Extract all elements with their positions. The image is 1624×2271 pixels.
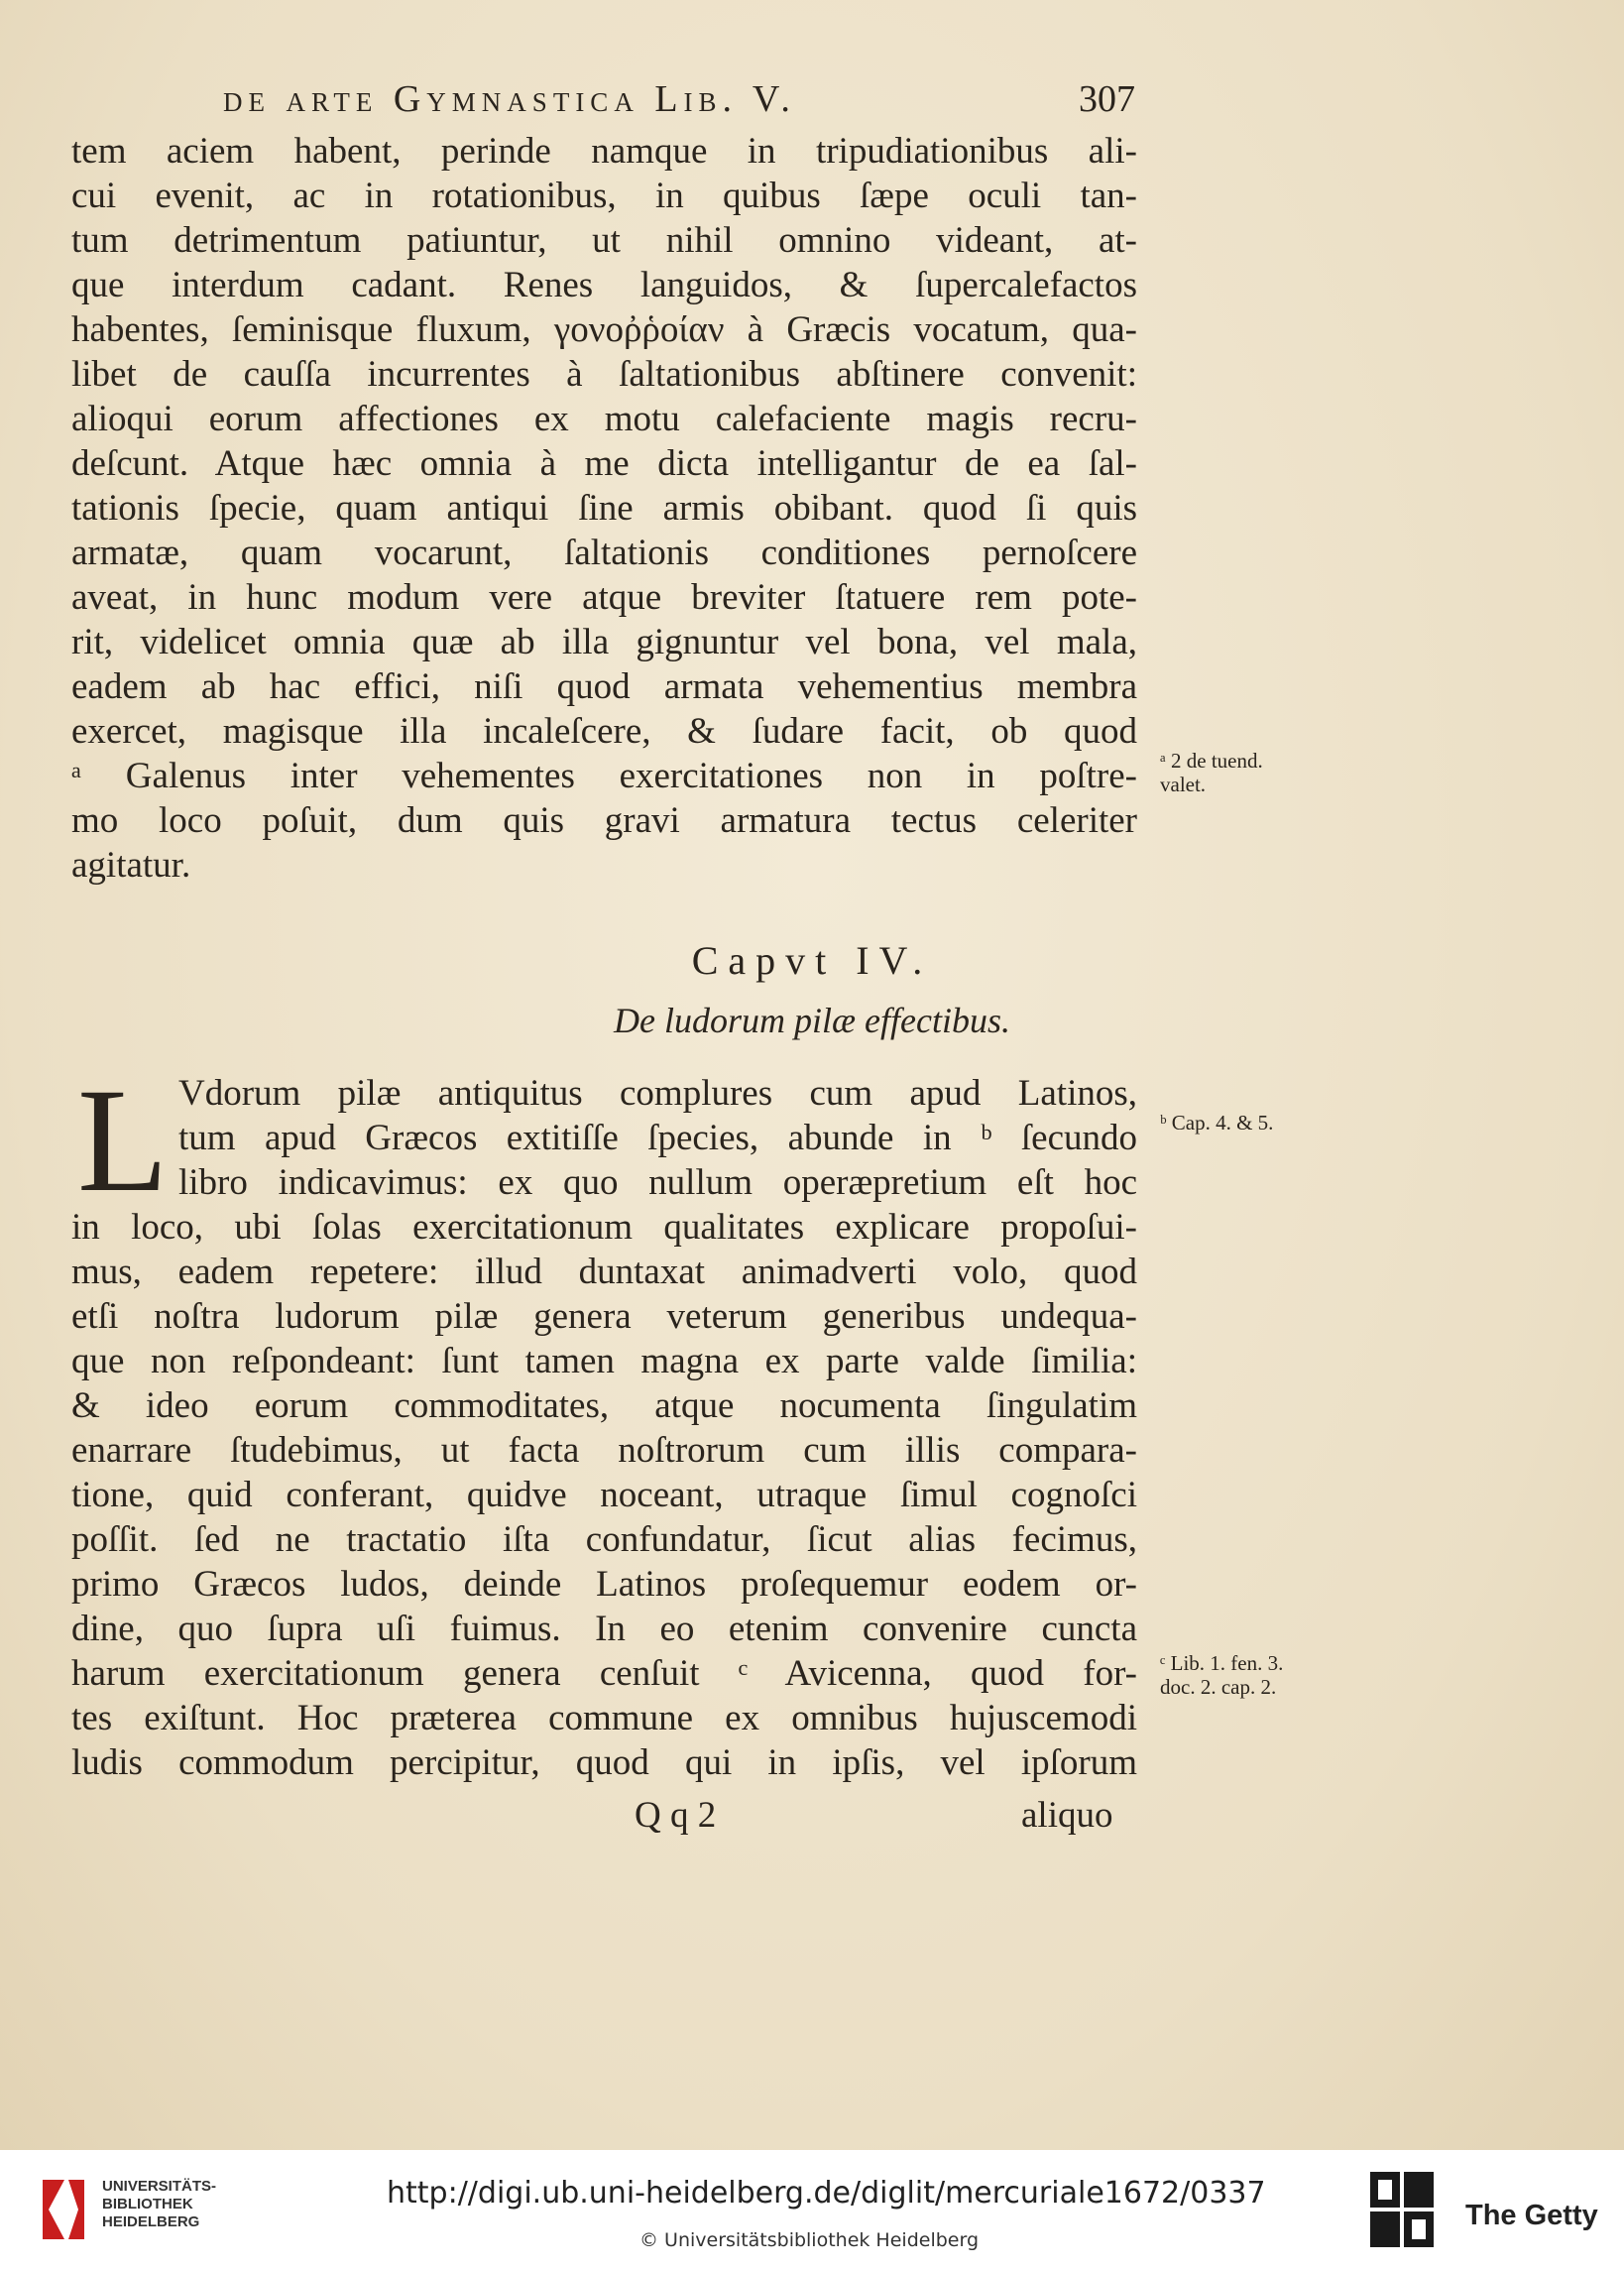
paragraph-2 — [71, 1205, 1137, 1785]
marginal-note-b — [1160, 1111, 1273, 1135]
text-line: deſcunt. Atque hæc omnia à me dicta intelligantur de ea ſal- — [71, 443, 1137, 484]
text-line: tum apud Græcos extitiſſe ſpecies, abunde in ᵇ ſecundo — [178, 1118, 1137, 1158]
text-line: alioqui eorum affectiones ex motu calefaciente magis recru- — [71, 399, 1137, 439]
text-line: libet de cauſſa incurrentes à ſaltationibus abſtinere convenit: — [71, 354, 1137, 395]
text-line: agitatur. — [71, 845, 191, 886]
text-line: dine, quo ſupra uſi fuimus. In eo etenim convenire cuncta — [71, 1609, 1137, 1649]
text-line: mus, eadem repetere: illud duntaxat animadverti volo, quod — [71, 1252, 1137, 1292]
getty-logo-icon — [1368, 2170, 1438, 2251]
marginal-note-a — [1160, 749, 1263, 796]
university-library-logo-icon — [35, 2170, 92, 2249]
text-line: armatæ, quam vocarunt, ſaltationis conditiones pernoſcere — [71, 533, 1137, 573]
text-line: rit, videlicet omnia quæ ab illa gignuntur vel bona, vel mala, — [71, 622, 1137, 662]
running-head — [223, 77, 1135, 127]
text-line: poſſit. ſed ne tractatio iſta confundatur, ſicut alias fecimus, — [71, 1519, 1137, 1560]
chapter-subtitle: De ludorum pilæ effectibus. — [614, 1001, 1010, 1040]
text-line: eadem ab hac effici, niſi quod armata vehementius membra — [71, 666, 1137, 707]
text-line: exercet, magisque illa incaleſcere, & ſudare facit, ob quod — [71, 711, 1137, 752]
running-head-title: de arte Gymnastica Lib. V. — [223, 78, 796, 120]
text-line: ludis commodum percipitur, quod qui in ipſis, vel ipſorum — [71, 1742, 1137, 1783]
marginal-note-line: doc. 2. cap. 2. — [1160, 1675, 1277, 1699]
marginal-note-line: ᶜ Lib. 1. fen. 3. — [1160, 1651, 1284, 1675]
chapter-heading: Capvt IV. — [691, 938, 933, 983]
drop-cap: L — [77, 1058, 169, 1223]
text-line: que interdum cadant. Renes languidos, & ſupercalefactos — [71, 265, 1137, 305]
page-number: 307 — [1079, 78, 1135, 120]
text-line: tes exiſtunt. Hoc præterea commune ex omnibus hujuscemodi — [71, 1698, 1137, 1738]
library-name-line: BIBLIOTHEK — [102, 2196, 193, 2212]
paragraph-1 — [71, 129, 1137, 888]
text-line: aveat, in hunc modum vere atque breviter ſtatuere rem pote- — [71, 577, 1137, 618]
marginal-note-line: valet. — [1160, 773, 1207, 796]
marginal-note-c — [1160, 1651, 1283, 1699]
signature-mark: Q q 2 — [635, 1795, 717, 1836]
text-line: libro indicavimus: ex quo nullum operæpretium eſt hoc — [178, 1162, 1137, 1203]
marginal-note-line: ᵇ Cap. 4. & 5. — [1160, 1111, 1274, 1135]
marginal-note-line: ᵃ 2 de tuend. — [1160, 749, 1263, 773]
text-line: in loco, ubi ſolas exercitationum qualitates explicare propoſui- — [71, 1207, 1137, 1248]
text-line: mo loco poſuit, dum quis gravi armatura tectus celeriter — [71, 800, 1137, 841]
footer-bar — [0, 2150, 1624, 2271]
library-name-line: HEIDELBERG — [102, 2213, 200, 2230]
text-line: cui evenit, ac in rotationibus, in quibus ſæpe oculi tan- — [71, 176, 1137, 216]
text-line: & ideo eorum commoditates, atque nocumenta ſingulatim — [71, 1385, 1137, 1426]
partner-name: The Getty — [1465, 2200, 1598, 2231]
catchword: aliquo — [1021, 1795, 1113, 1836]
page-url-link[interactable]: http://digi.ub.uni-heidelberg.de/diglit/mercuriale1672/0337 — [387, 2176, 1266, 2211]
text-line: harum exercitationum genera cenſuit ᶜ Avicenna, quod for- — [71, 1653, 1137, 1694]
text-line: tum detrimentum patiuntur, ut nihil omnino videant, at- — [71, 220, 1137, 261]
copyright-notice: © Universitätsbibliothek Heidelberg — [639, 2229, 980, 2251]
text-line: Vdorum pilæ antiquitus complures cum apud Latinos, — [178, 1073, 1137, 1114]
library-name — [102, 2178, 216, 2231]
text-line: etſi noſtra ludorum pilæ genera veterum generibus undequa- — [71, 1296, 1137, 1337]
text-line: enarrare ſtudebimus, ut facta noſtrorum cum illis compara- — [71, 1430, 1137, 1471]
text-line: tationis ſpecie, quam antiqui ſine armis obibant. quod ſi quis — [71, 488, 1137, 529]
library-name-line: UNIVERSITÄTS- — [102, 2178, 217, 2195]
text-line: ᵃ Galenus inter vehementes exercitationes non in poſtre- — [71, 756, 1137, 796]
text-line: primo Græcos ludos, deinde Latinos proſequemur eodem or- — [71, 1564, 1137, 1605]
text-line: tem aciem habent, perinde namque in tripudiationibus ali- — [71, 131, 1137, 172]
text-line: tione, quid conferant, quidve noceant, utraque ſimul cognoſci — [71, 1475, 1137, 1515]
paragraph-2-indented — [178, 1071, 1137, 1205]
text-line: habentes, ſeminisque fluxum, γονοῤῥοίαν à Græcis vocatum, qua- — [71, 309, 1137, 350]
text-line: que non reſpondeant: ſunt tamen magna ex parte valde ſimilia: — [71, 1341, 1137, 1381]
